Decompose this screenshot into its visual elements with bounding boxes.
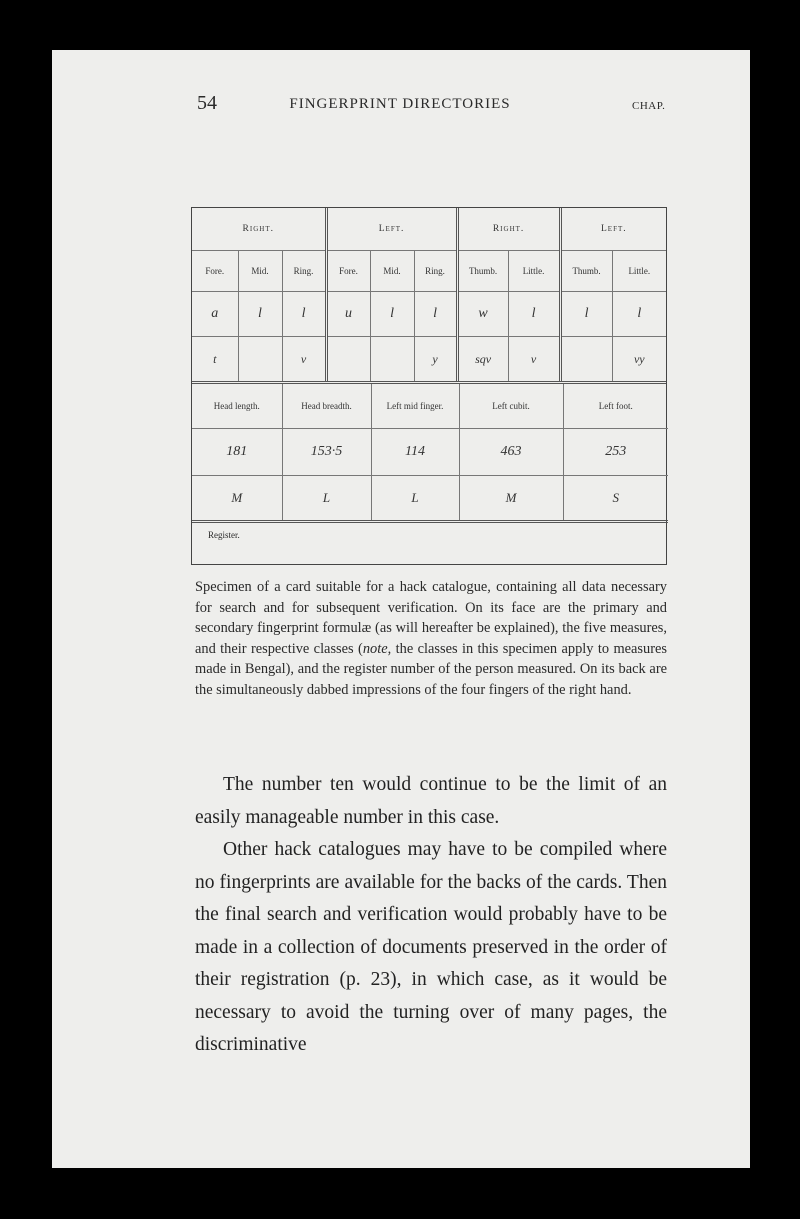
group-right-thumb-little: Right.: [457, 208, 560, 251]
primary-formula-cell: l: [370, 292, 414, 337]
secondary-formula-cell: [560, 337, 612, 383]
primary-formula-cell: w: [457, 292, 508, 337]
finger-label: Fore.: [326, 251, 370, 292]
finger-label: Little.: [612, 251, 666, 292]
secondary-formula-cell: v: [282, 337, 326, 383]
secondary-formula-cell: v: [508, 337, 560, 383]
measure-label: Left foot.: [563, 384, 668, 429]
finger-label: Ring.: [282, 251, 326, 292]
measure-value: 181: [192, 429, 282, 476]
primary-formula-cell: l: [282, 292, 326, 337]
page-number: 54: [197, 92, 217, 114]
measure-value: 114: [371, 429, 459, 476]
paragraph: The number ten would continue to be the limit of an easily manageable number in this case.: [195, 774, 667, 828]
measure-class: M: [459, 476, 563, 522]
secondary-formula-cell: [326, 337, 370, 383]
primary-formula-cell: a: [192, 292, 238, 337]
measure-class: L: [371, 476, 459, 522]
measure-label: Head length.: [192, 384, 282, 429]
caption-text: Specimen of a card suitable for a hack catalogue, containing all data necessary for search and for subsequent verification. On its face are the primary and secondary fingerprint formulæ (as will hereafter be explained), the five measures, and their respective classes (: [195, 579, 667, 657]
body-text: [195, 769, 667, 1062]
finger-label: Ring.: [414, 251, 457, 292]
finger-label: Little.: [508, 251, 560, 292]
primary-formula-cell: u: [326, 292, 370, 337]
primary-formula-cell: l: [508, 292, 560, 337]
measure-value: 153·5: [282, 429, 371, 476]
primary-formula-cell: l: [414, 292, 457, 337]
secondary-formula-cell: t: [192, 337, 238, 383]
measurements-table: [192, 384, 668, 523]
caption-note: note: [362, 640, 388, 657]
specimen-card: [191, 207, 667, 565]
finger-label: Mid.: [238, 251, 282, 292]
fingerprint-formula-table: [192, 208, 666, 384]
finger-label: Fore.: [192, 251, 238, 292]
register-label: Register.: [208, 530, 240, 540]
finger-label: Mid.: [370, 251, 414, 292]
measure-value: 463: [459, 429, 563, 476]
finger-label: Thumb.: [560, 251, 612, 292]
primary-formula-cell: l: [612, 292, 666, 337]
secondary-formula-cell: [238, 337, 282, 383]
chapter-label: CHAP.: [632, 100, 666, 112]
measure-label: Head breadth.: [282, 384, 371, 429]
primary-formula-cell: l: [560, 292, 612, 337]
secondary-formula-cell: y: [414, 337, 457, 383]
running-title: FINGERPRINT DIRECTORIES: [289, 96, 511, 112]
secondary-formula-cell: vy: [612, 337, 666, 383]
caption-text-continued: , the classes in this specimen apply to measures made in Bengal), and the register number of the person measured. On its back are the simultaneously dabbed impressions of the four fingers of the right hand.: [195, 640, 667, 698]
secondary-formula-cell: sqv: [457, 337, 508, 383]
measure-class: M: [192, 476, 282, 522]
secondary-formula-cell: [370, 337, 414, 383]
measure-label: Left cubit.: [459, 384, 563, 429]
measure-label: Left mid finger.: [371, 384, 459, 429]
paragraph: Other hack catalogues may have to be compiled where no fingerprints are available for the backs of the cards. Then the final search and verification would probably have to be made in a collection of documents preserved in the order of their registration (p. 23), in which case, as it would be necessary to avoid the turning over of many pages, the discriminative: [195, 839, 667, 1055]
measure-class: L: [282, 476, 371, 522]
group-left-fingers: Left.: [326, 208, 457, 251]
group-left-thumb-little: Left.: [560, 208, 666, 251]
primary-formula-cell: l: [238, 292, 282, 337]
measure-class: S: [563, 476, 668, 522]
finger-label: Thumb.: [457, 251, 508, 292]
figure-caption: [195, 577, 667, 701]
measure-value: 253: [563, 429, 668, 476]
group-right-fingers: Right.: [192, 208, 326, 251]
